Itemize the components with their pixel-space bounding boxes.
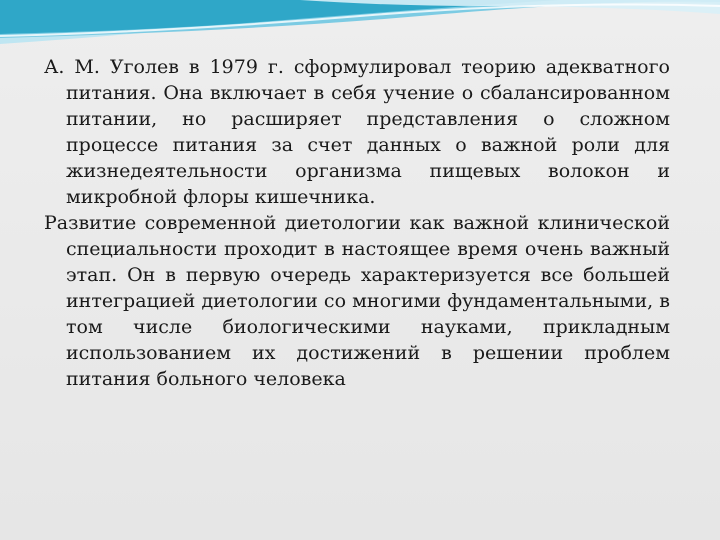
paragraph-dietology: Развитие современной диетологии как важной клинической специальности проходит в настоящее время очень важный этап. Он в первую очередь характеризуется все большей интеграцией диетологии со многими фундаментальными, в том числе биологическими науками, прикладным использованием их достижений в решении проблем питания больного человека [44,212,670,390]
paragraph-ugolev: А. М. Уголев в 1979 г. сформулировал теорию адекватного питания. Она включает в себя учение о сбалансированном питании, но расширяет представления о сложном процессе питания за счет данных о важной роли для жизнедеятельности организма пищевых волокон и микробной флоры кишечника. [44,56,670,208]
text-content [44,54,670,392]
